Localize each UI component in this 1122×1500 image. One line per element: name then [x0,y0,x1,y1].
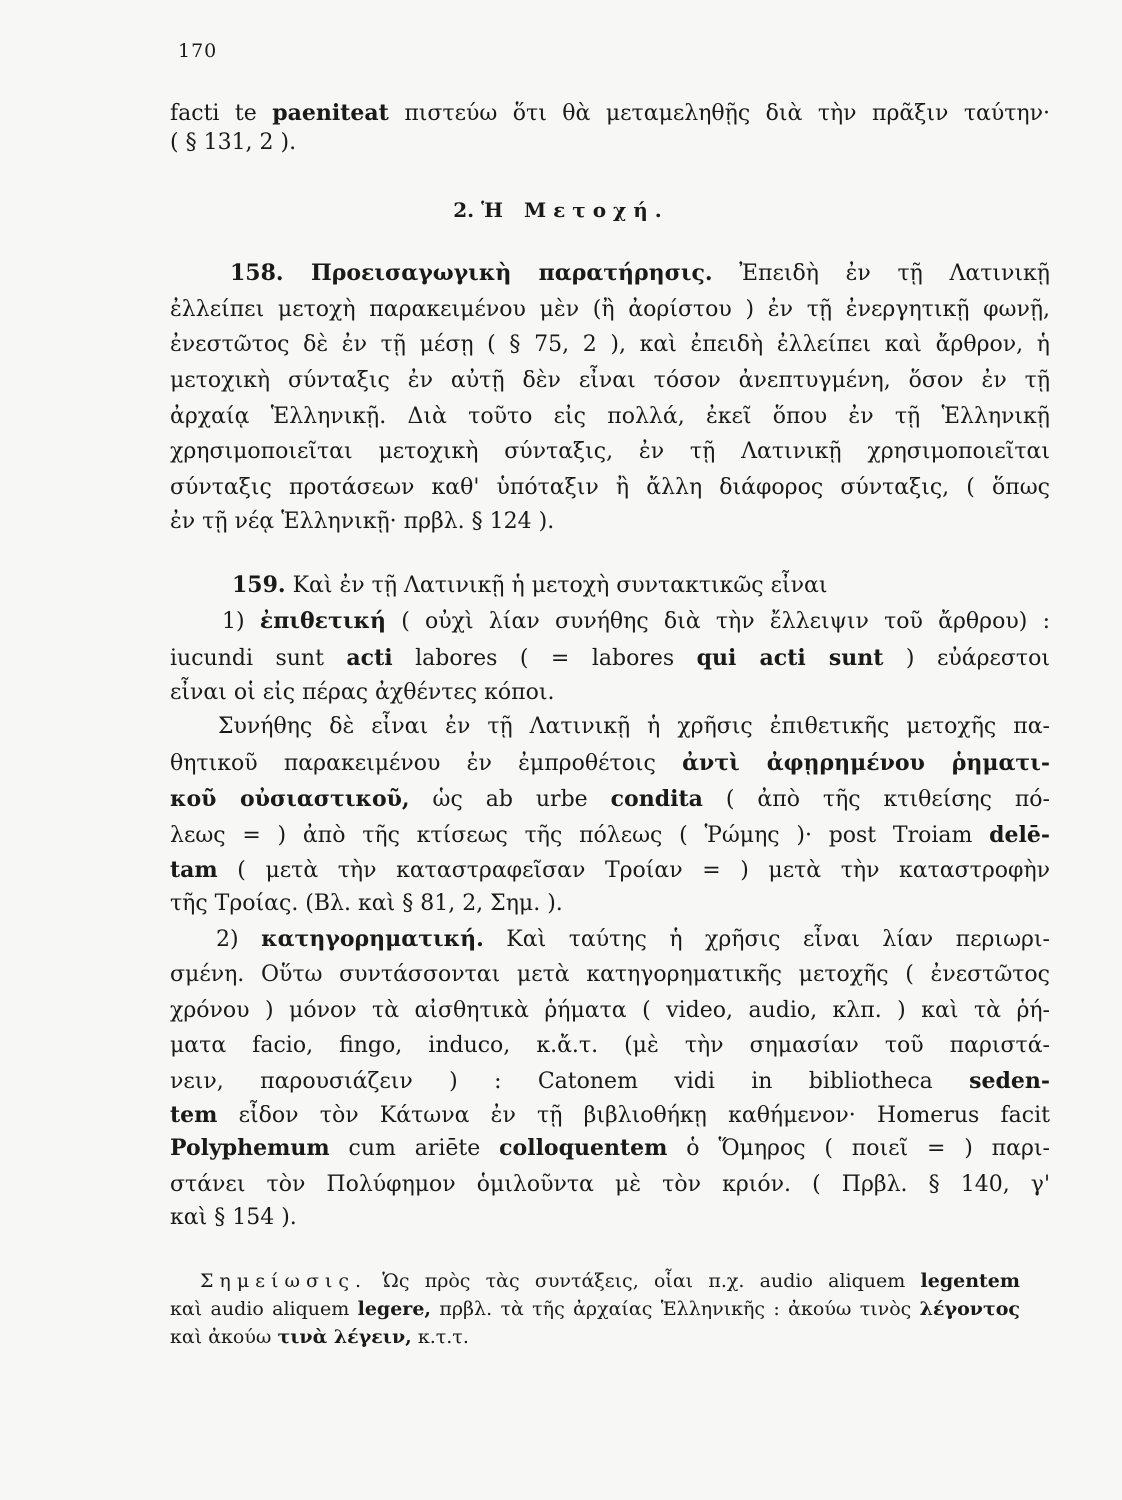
text-line [170,748,1050,779]
item-number: 2) [216,927,262,952]
bold-term: colloquentem [499,1135,668,1161]
bold-term: condita [610,786,703,812]
list-item-2 [216,924,1050,955]
paragraph-heading: Προεισαγωγικὴ παρατήρησις. [310,260,713,286]
text-line: ἀρχαίᾳ Ἑλληνικῇ. Διὰ τοῦτο εἰς πολλά, ἐκεῖ ὅπου ἐν τῇ Ἑλληνικῇ [170,404,1050,429]
text: Ὡς πρὸς τὰς συντάξεις, οἷαι π.χ. audio aliquem [367,1270,921,1292]
paragraph-159-first-line [232,570,1050,601]
bold-term: delē- [989,822,1050,848]
text: καὶ audio aliquem [170,1298,358,1320]
text-line [170,855,1050,886]
text: labores ( = labores [392,646,697,671]
text: ὁ Ὅμηρος ( ποιεῖ = ) παρι- [667,1136,1050,1161]
text-line: χρησιμοποιεῖται μετοχικὴ σύνταξις, ἐν τῇ Λατινικῇ χρησιμοποιεῖται [170,439,1050,464]
text: ( μετὰ τὴν καταστραφεῖσαν Τροίαν = ) μετὰ τὴν καταστροφὴν [217,858,1050,883]
paragraph-number: 158. [230,260,311,286]
text-line: μετοχικὴ σύνταξις ἐν αὐτῇ δὲν εἶναι τόσον ἀνεπτυγμένη, ὅσον ἐν τῇ [170,368,1050,393]
bold-term: κοῦ οὐσιαστικοῦ, [170,786,410,812]
text: καὶ ἀκούω [170,1326,278,1348]
bold-term: ἐπιθετική [259,608,386,634]
bold-term: legentem [920,1270,1020,1292]
note-line [170,1296,1020,1322]
paragraph-number: 159. [232,572,286,598]
bold-term: ἀντὶ ἀφῃρημένου ῥηματι- [682,750,1050,776]
text: λεως = ) ἀπὸ τῆς κτίσεως τῆς πόλεως ( Ῥώμης )· post Troiam [170,823,990,848]
note-line [170,1324,1050,1350]
page-number: 170 [178,40,218,62]
bold-term: qui acti sunt [696,645,884,671]
paragraph-158-first-line [230,258,1050,289]
bold-term: Polyphemum [170,1135,330,1161]
text-line [170,820,1050,851]
text-line: ἐλλείπει μετοχὴ παρακειμένου μὲν (ἢ ἀορίστου ) ἐν τῇ ἐνεργητικῇ φωνῇ, [170,297,1050,322]
text-line [170,98,1050,129]
text: ( ἀπὸ τῆς κτιθείσης πό- [702,787,1050,812]
text: Καὶ ταύτης ἡ χρῆσις εἶναι λίαν περιωρι- [483,927,1050,952]
bold-term: τινὰ λέγειν, [277,1326,412,1348]
text: Καὶ ἐν τῇ Λατινικῇ ἡ μετοχὴ συντακτικῶς εἶναι [285,573,828,598]
bold-term: λέγοντος [919,1298,1020,1320]
text-line: ( § 131, 2 ). [170,130,297,155]
text-line [170,643,1050,674]
text-line [170,1100,1050,1131]
text: cum ariēte [329,1136,500,1161]
section-heading [0,198,1122,222]
section-title: Ἡ Μετοχή. [481,198,669,222]
text: ) εὐάρεστοι [883,646,1050,671]
text: πρβλ. τὰ τῆς ἀρχαίας Ἑλληνικῆς : ἀκούω τινὸς [431,1298,920,1320]
bold-term: acti [346,645,393,671]
text: Ἐπειδὴ ἐν τῇ Λατινικῇ [712,261,1050,286]
list-item-1 [222,606,1050,637]
text: θητικοῦ παρακειμένου ἐν ἐμπροθέτοις [170,751,683,776]
section-number: 2. [453,198,482,222]
text: facti te [170,101,273,126]
text-line: σμένη. Οὕτω συντάσσονται μετὰ κατηγορηματικῆς μετοχῆς ( ἐνεστῶτος [170,962,1050,987]
bold-term: seden- [969,1068,1050,1094]
text: εἶδον τὸν Κάτωνα ἐν τῇ βιβλιοθήκῃ καθήμενον· Homerus facit [217,1103,1050,1128]
note-line [200,1268,1020,1294]
text-line: εἶναι οἱ εἰς πέρας ἀχθέντες κόποι. [170,680,555,705]
text: ὡς ab urbe [409,787,611,812]
text-line: ἐν τῇ νέᾳ Ἑλληνικῇ· πρβλ. § 124 ). [170,509,555,534]
text: ) : Catonem vidi in bibliotheca [412,1069,970,1094]
text-line [170,784,1050,815]
text: πιστεύω ὅτι θὰ μεταμεληθῇς διὰ τὴν πρᾶξιν ταύτην· [388,101,1050,126]
text-line [170,1133,1050,1164]
text-line: στάνει τὸν Πολύφημον ὁμιλοῦντα μὲ τὸν κριόν. ( Πρβλ. § 140, γ' [170,1172,1050,1197]
text-line: χρόνου ) μόνον τὰ αἰσθητικὰ ῥήματα ( video, audio, κλπ. ) καὶ τὰ ῥή- [170,998,1050,1023]
bold-term: tem [170,1102,218,1128]
bold-term: paeniteat [272,100,389,126]
bold-term: legere, [357,1298,432,1320]
text-line: Συνήθης δὲ εἶναι ἐν τῇ Λατινικῇ ἡ χρῆσις ἐπιθετικῆς μετοχῆς πα- [218,714,1050,739]
text-line: ἐνεστῶτος δὲ ἐν τῇ μέσῃ ( § 75, 2 ), καὶ ἐπειδὴ ἐλλείπει καὶ ἄρθρον, ἡ [170,332,1050,357]
text-line: ματα facio, fingo, induco, κ.ἄ.τ. (μὲ τὴν σημασίαν τοῦ παριστά- [170,1033,1050,1058]
bold-term: tam [170,857,218,883]
text-line: καὶ § 154 ). [170,1205,297,1230]
note-label: Σημείωσις. [200,1270,368,1292]
text-line: σύνταξις προτάσεων καθ' ὑπόταξιν ἢ ἄλλη διάφορος σύνταξις, ( ὅπως [170,475,1050,500]
text: ( οὐχὶ λίαν συνήθης διὰ τὴν ἔλλειψιν τοῦ ἄρθρου) : [385,609,1050,634]
text-line [170,1066,1050,1097]
item-number: 1) [222,609,260,634]
text-line: τῆς Τροίας. (Βλ. καὶ § 81, 2, Σημ. ). [170,891,563,916]
text: κ.τ.τ. [411,1326,469,1348]
spaced-text: νειν, παρουσιάζειν [170,1069,413,1094]
text: iucundi sunt [170,646,347,671]
bold-term: κατηγορηματική. [261,926,484,952]
